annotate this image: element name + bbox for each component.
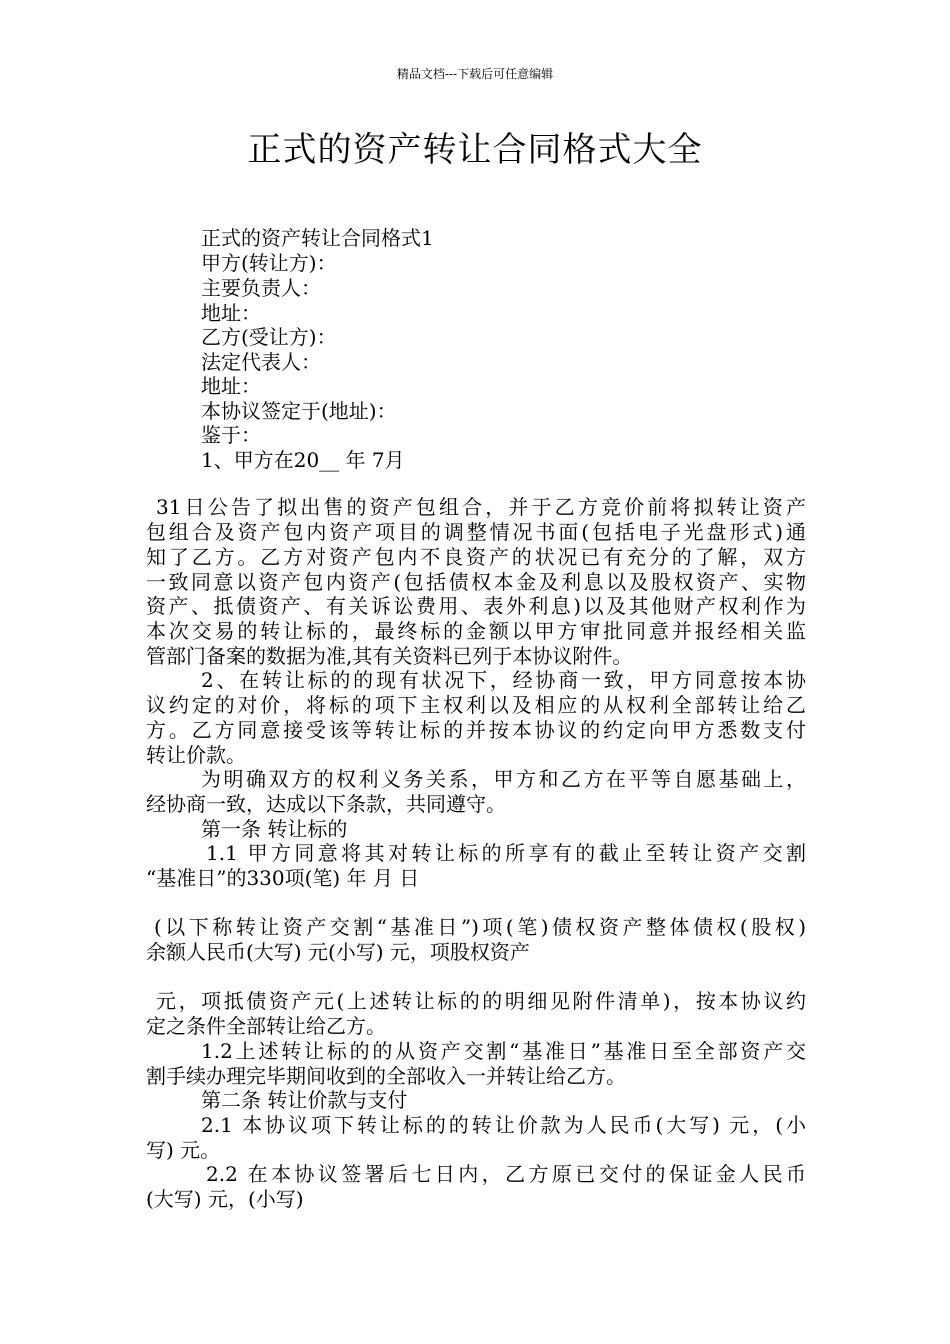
paragraph-line: 管部门备案的数据为准,其有关资料已列于本协议附件。 [146, 644, 633, 668]
paragraph-line: 2.2 在本协议签署后七日内，乙方原已交付的保证金人民币 [206, 1162, 806, 1186]
article-2-heading: 第二条 转让价款与支付 [201, 1088, 408, 1112]
article-1-heading: 第一条 转让标的 [201, 817, 348, 841]
party-b-line: 乙方(受让方)： [201, 325, 337, 349]
paragraph-line: 割手续办理完毕期间收到的全部收入一并转让给乙方。 [146, 1064, 626, 1088]
signing-place-line: 本协议签定于(地址)： [201, 399, 397, 423]
paragraph-line: 本次交易的转让标的，最终标的金额以甲方审批同意并报经相关监 [146, 619, 806, 643]
paragraph-line: 1.2上述转让标的的从资产交割“基准日”基准日至全部资产交 [201, 1039, 806, 1063]
paragraph-line: 2.1 本协议项下转让标的的转让价款为人民币(大写) 元，(小 [201, 1113, 806, 1137]
party-b-representative-line: 法定代表人： [201, 350, 321, 374]
paragraph-line: 写) 元。 [146, 1138, 221, 1162]
paragraph-line: (大写) 元，(小写) [146, 1187, 304, 1211]
paragraph-line: 经协商一致，达成以下条款，共同遵守。 [146, 792, 506, 816]
section-heading: 正式的资产转让合同格式1 [201, 226, 434, 250]
paragraph-line: 元，项抵债资产元(上述转让标的的明细见附件清单)，按本协议约 [156, 989, 806, 1013]
paragraph-line: 2、在转让标的的现有状况下，经协商一致，甲方同意按本协 [201, 668, 806, 692]
page-header-note: 精品文档---下载后可任意编辑 [396, 67, 554, 81]
clause-1-start-line: 1、甲方在20__ 年 7月 [201, 448, 405, 472]
paragraph-line: 转让价款。 [146, 743, 246, 767]
paragraph-line: 余额人民币(大写) 元(小写) 元，项股权资产 [146, 940, 530, 964]
paragraph-line: 议约定的对价，将标的项下主权利以及相应的从权利全部转让给乙 [146, 693, 806, 717]
paragraph-line: 定之条件全部转让给乙方。 [146, 1014, 386, 1038]
paragraph-line: 资产、抵债资产、有关诉讼费用、表外利息)以及其他财产权利作为 [146, 594, 806, 618]
paragraph-line: 一致同意以资产包内资产(包括债权本金及利息以及股权资产、实物 [146, 570, 806, 594]
party-a-manager-line: 主要负责人： [201, 276, 321, 300]
paragraph-line: 包组合及资产包内资产项目的调整情况书面(包括电子光盘形式)通 [146, 520, 806, 544]
party-a-address-line: 地址： [201, 301, 261, 325]
paragraph-line: “基准日”的330项(笔) 年 月 日 [146, 866, 420, 890]
whereas-line: 鉴于： [201, 423, 261, 447]
paragraph-line: 31日公告了拟出售的资产包组合，并于乙方竞价前将拟转让资产 [156, 495, 806, 519]
document-title: 正式的资产转让合同格式大全 [247, 130, 703, 170]
paragraph-line: (以下称转让资产交割“基准日”)项(笔)债权资产整体债权(股权) [154, 915, 806, 939]
party-a-line: 甲方(转让方)： [201, 251, 337, 275]
paragraph-line: 知了乙方。乙方对资产包内不良资产的状况已有充分的了解，双方 [146, 545, 806, 569]
paragraph-line: 1.1 甲方同意将其对转让标的所享有的截止至转让资产交割 [206, 841, 806, 865]
paragraph-line: 为明确双方的权利义务关系，甲方和乙方在平等自愿基础上， [201, 767, 806, 791]
paragraph-line: 方。乙方同意接受该等转让标的并按本协议的约定向甲方悉数支付 [146, 718, 806, 742]
party-b-address-line: 地址： [201, 374, 261, 398]
